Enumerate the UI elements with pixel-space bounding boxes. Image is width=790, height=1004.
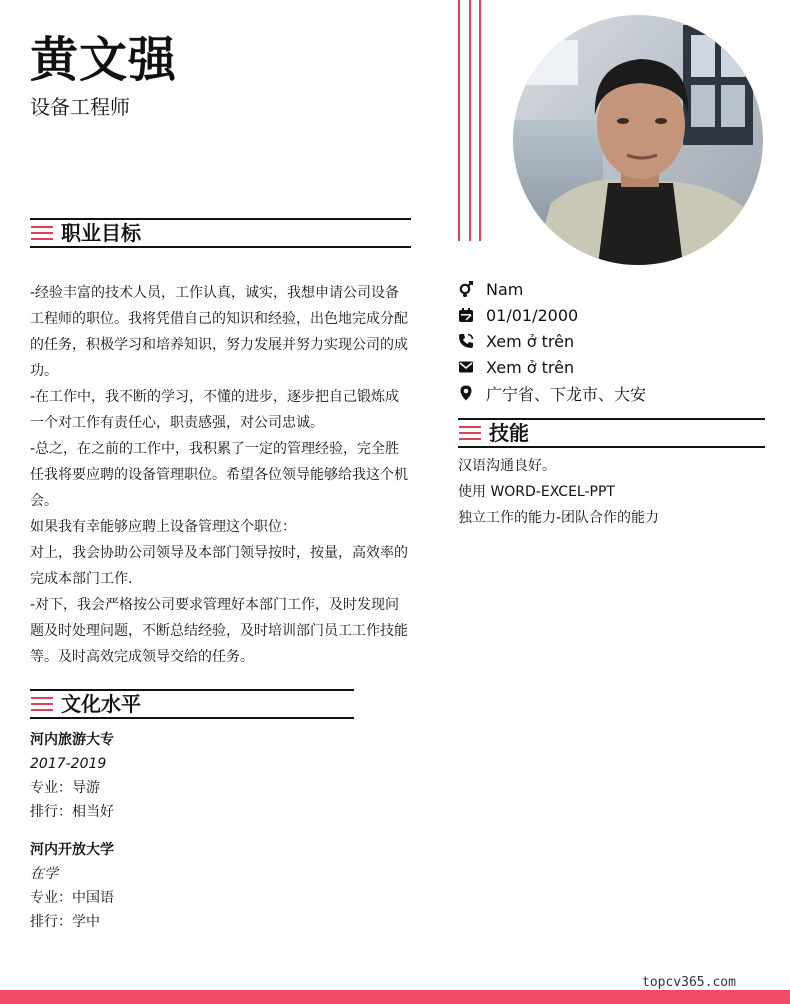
objective-paragraph: -在工作中，我不断的学习，不懂的进步，逐步把自己锻炼成一个对工作有责任心，职责感强，对公司忠诚。 bbox=[30, 389, 400, 431]
hamburger-icon bbox=[459, 425, 481, 441]
section-title: 职业目标 bbox=[61, 221, 141, 245]
contact-address bbox=[458, 380, 768, 406]
contact-birthday bbox=[458, 302, 768, 328]
footer-bar bbox=[0, 990, 790, 1004]
skills-list bbox=[458, 453, 768, 531]
job-title: 设备工程师 bbox=[30, 95, 130, 119]
skill-item: 独立工作的能力-团队合作的能力 bbox=[458, 510, 660, 526]
objective-paragraph: -总之，在之前的工作中，我积累了一定的管理经验，完全胜任我将要应聘的设备管理职位。希望各位领导能够给我这个机会。 bbox=[30, 441, 408, 509]
calendar-icon bbox=[458, 307, 474, 323]
study-period: 在学 bbox=[30, 866, 58, 882]
objective-paragraph: 对上，我会协助公司领导及本部门领导按时，按量，高效率的完成本部门工作. bbox=[30, 545, 408, 587]
skills-section-header bbox=[458, 418, 765, 448]
gender-icon bbox=[458, 281, 474, 297]
decorative-line bbox=[469, 0, 471, 241]
study-period: 2017-2019 bbox=[30, 756, 107, 772]
major: 专业：中国语 bbox=[30, 890, 114, 906]
phone-icon bbox=[458, 333, 474, 349]
hamburger-icon bbox=[31, 225, 53, 241]
decorative-line bbox=[479, 0, 481, 241]
section-title: 文化水平 bbox=[61, 692, 141, 716]
decorative-line bbox=[458, 0, 460, 241]
objective-text bbox=[30, 280, 412, 670]
email-value: Xem ở trên bbox=[486, 357, 575, 377]
hamburger-icon bbox=[31, 696, 53, 712]
objective-paragraph: 如果我有幸能够应聘上设备管理这个职位： bbox=[30, 519, 296, 535]
watermark: topcv365.com bbox=[642, 975, 736, 990]
gender-value: Nam bbox=[486, 279, 524, 299]
contact-info bbox=[458, 276, 768, 406]
birthday-value: 01/01/2000 bbox=[486, 305, 579, 325]
rank: 排行：相当好 bbox=[30, 804, 114, 820]
skill-item: 使用 WORD-EXCEL-PPT bbox=[458, 484, 615, 500]
skill-item: 汉语沟通良好。 bbox=[458, 458, 556, 474]
contact-phone bbox=[458, 328, 768, 354]
map-pin-icon bbox=[458, 385, 474, 401]
education-item bbox=[30, 728, 360, 824]
education-item bbox=[30, 838, 360, 934]
section-title: 技能 bbox=[489, 421, 529, 445]
phone-value: Xem ở trên bbox=[486, 331, 575, 351]
objective-paragraph: -经验丰富的技术人员，工作认真，诚实，我想申请公司设备工程师的职位。我将凭借自己的知识和经验，出色地完成分配的任务，积极学习和培养知识，努力发展并努力实现公司的成功。 bbox=[30, 285, 408, 379]
objective-section-header bbox=[30, 218, 411, 248]
school-name: 河内旅游大专 bbox=[30, 732, 114, 748]
envelope-icon bbox=[458, 359, 474, 375]
major: 专业：导游 bbox=[30, 780, 100, 796]
school-name: 河内开放大学 bbox=[30, 842, 114, 858]
objective-paragraph: -对下，我会严格按公司要求管理好本部门工作，及时发现问题及时处理问题，不断总结经验，及时培训部门员工工作技能等。及时高效完成领导交给的任务。 bbox=[30, 597, 408, 665]
education-list bbox=[30, 728, 360, 948]
candidate-name: 黄文强 bbox=[30, 32, 178, 88]
contact-email bbox=[458, 354, 768, 380]
contact-gender bbox=[458, 276, 768, 302]
education-section-header bbox=[30, 689, 354, 719]
rank: 排行：学中 bbox=[30, 914, 100, 930]
address-value: 广宁省、下龙市、大安 bbox=[486, 384, 647, 404]
profile-photo bbox=[513, 15, 763, 265]
